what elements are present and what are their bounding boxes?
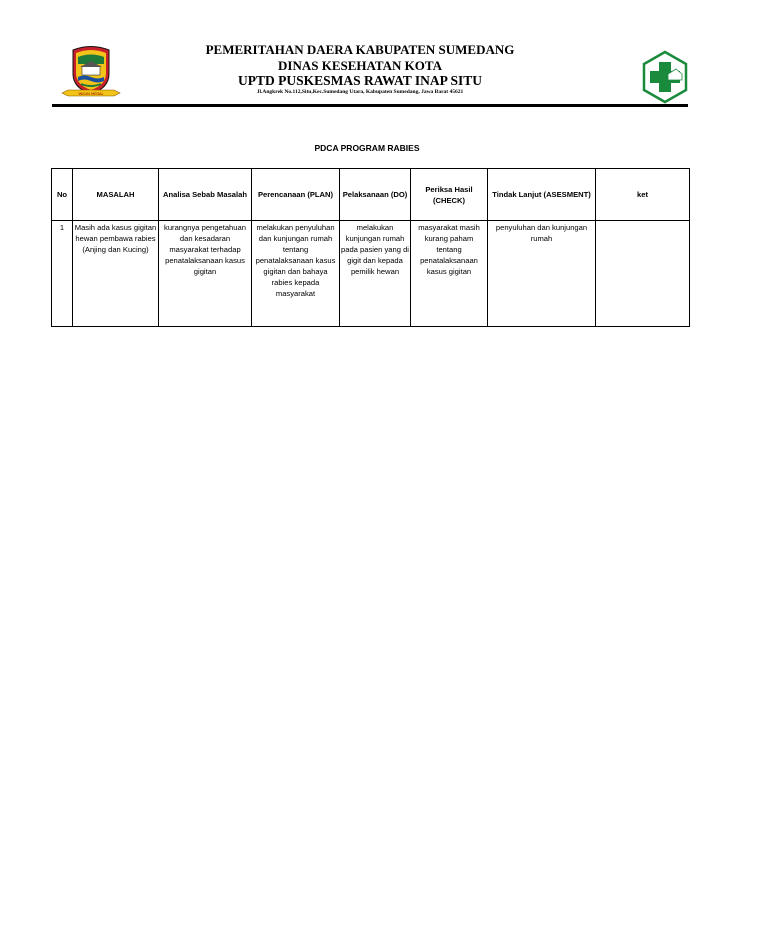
kabupaten-sumedang-crest-icon xyxy=(60,44,122,102)
header-do: Pelaksanaan (DO) xyxy=(340,169,411,221)
table-header-row xyxy=(52,169,690,221)
cell-analisa: kurangnya pengetahuan dan kesadaran masyarakat terhadap penatalaksanaan kasus gigitan xyxy=(159,221,252,327)
letterhead-divider xyxy=(52,104,688,107)
puskesmas-cross-icon xyxy=(640,50,690,106)
cell-do: melakukan kunjungan rumah pada pasien yang di gigit dan kepada pemilik hewan xyxy=(340,221,411,327)
cell-act: penyuluhan dan kunjungan rumah xyxy=(488,221,596,327)
header-masalah: MASALAH xyxy=(73,169,159,221)
cell-no: 1 xyxy=(52,221,73,327)
cell-masalah: Masih ada kasus gigitan hewan pembawa rabies (Anjing dan Kucing) xyxy=(73,221,159,327)
header-ket: ket xyxy=(596,169,690,221)
cell-ket xyxy=(596,221,690,327)
pdca-table xyxy=(51,168,690,327)
table-row xyxy=(52,221,690,327)
letterhead-line-2: DINAS KESEHATAN KOTA xyxy=(278,58,442,73)
cell-plan: melakukan penyuluhan dan kunjungan rumah tentang penatalaksanaan kasus gigitan dan bahaya rabies kepada masyarakat xyxy=(252,221,340,327)
letterhead-address: Jl.Angkrek No.112,Situ,Kec.Sumedang Utara, Kabupaten Sumedang, Jawa Barat 45621 xyxy=(256,89,464,95)
crest-motto: INSUN MEDAL xyxy=(78,92,104,96)
document-title: PDCA PROGRAM RABIES xyxy=(314,143,420,153)
header-analisa: Analisa Sebab Masalah xyxy=(159,169,252,221)
letterhead-line-1: PEMERITAHAN DAERA KABUPATEN SUMEDANG xyxy=(205,42,515,57)
letterhead-line-3: UPTD PUSKESMAS RAWAT INAP SITU xyxy=(237,73,483,88)
header-plan: Perencanaan (PLAN) xyxy=(252,169,340,221)
header-check: Periksa Hasil (CHECK) xyxy=(411,169,488,221)
cell-check: masyarakat masih kurang paham tentang penatalaksanaan kasus gigitan xyxy=(411,221,488,327)
header-no: No xyxy=(52,169,73,221)
letterhead xyxy=(0,0,768,110)
header-act: Tindak Lanjut (ASESMENT) xyxy=(488,169,596,221)
